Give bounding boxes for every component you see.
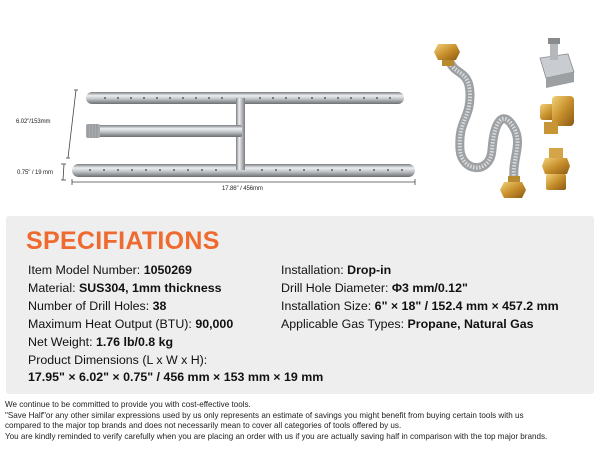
disclaimer-line: compared to the major top brands and does not necessarily mean to cover all categories of tools offered by us.	[5, 421, 402, 431]
depth-dimension-label: 0.75" / 19 mm	[17, 170, 53, 176]
spec-row-heat-output: Maximum Heat Output (BTU): 90,000	[28, 317, 234, 331]
spec-row-dimensions: Product Dimensions (L x W x H):	[28, 353, 208, 367]
spec-row-installation-size: Installation Size: 6" × 18" / 152.4 mm × 457.2 mm	[281, 299, 559, 313]
spec-dimensions-value: 17.95" × 6.02" × 0.75" / 456 mm × 153 mm × 19 mm	[28, 370, 324, 384]
specifications-title: SPECIFIATIONS	[26, 227, 220, 255]
mounting-bracket	[540, 38, 574, 88]
burner-illustration	[0, 0, 600, 215]
specifications-panel	[6, 216, 594, 394]
disclaimer-line: "Save Half"or any other similar expressions used by us only represents an estimate of savings you might benefit from buying certain tools with us	[5, 410, 524, 420]
spec-row-hole-diameter: Drill Hole Diameter: Φ3 mm/0.12"	[281, 281, 468, 295]
flex-hose	[434, 44, 526, 198]
disclaimer-line: We continue to be committed to provide you with cost-effective tools.	[5, 400, 251, 409]
spec-row-material: Material: SUS304, 1mm thickness	[28, 281, 222, 295]
spec-row-net-weight: Net Weight: 1.76 lb/0.8 kg	[28, 335, 174, 349]
spec-row-drill-holes: Number of Drill Holes: 38	[28, 299, 167, 313]
spec-row-model: Item Model Number: 1050269	[28, 263, 192, 277]
height-dimension-label: 6.02"/153mm	[16, 119, 51, 125]
disclaimer-text	[5, 400, 599, 442]
brass-elbow-fitting	[540, 96, 574, 134]
width-dimension-label: 17.86" / 456mm	[222, 186, 263, 192]
disclaimer-line: You are kindly reminded to verify carefully when you are placing an order with us if you are actually saving half in comparison with the top major brands.	[5, 431, 548, 441]
spec-row-installation: Installation: Drop-in	[281, 263, 392, 277]
spec-row-gas-types: Applicable Gas Types: Propane, Natural Gas	[281, 317, 534, 331]
brass-adapter-fitting	[542, 148, 570, 190]
burner-body	[72, 92, 415, 177]
product-figure	[0, 0, 600, 215]
